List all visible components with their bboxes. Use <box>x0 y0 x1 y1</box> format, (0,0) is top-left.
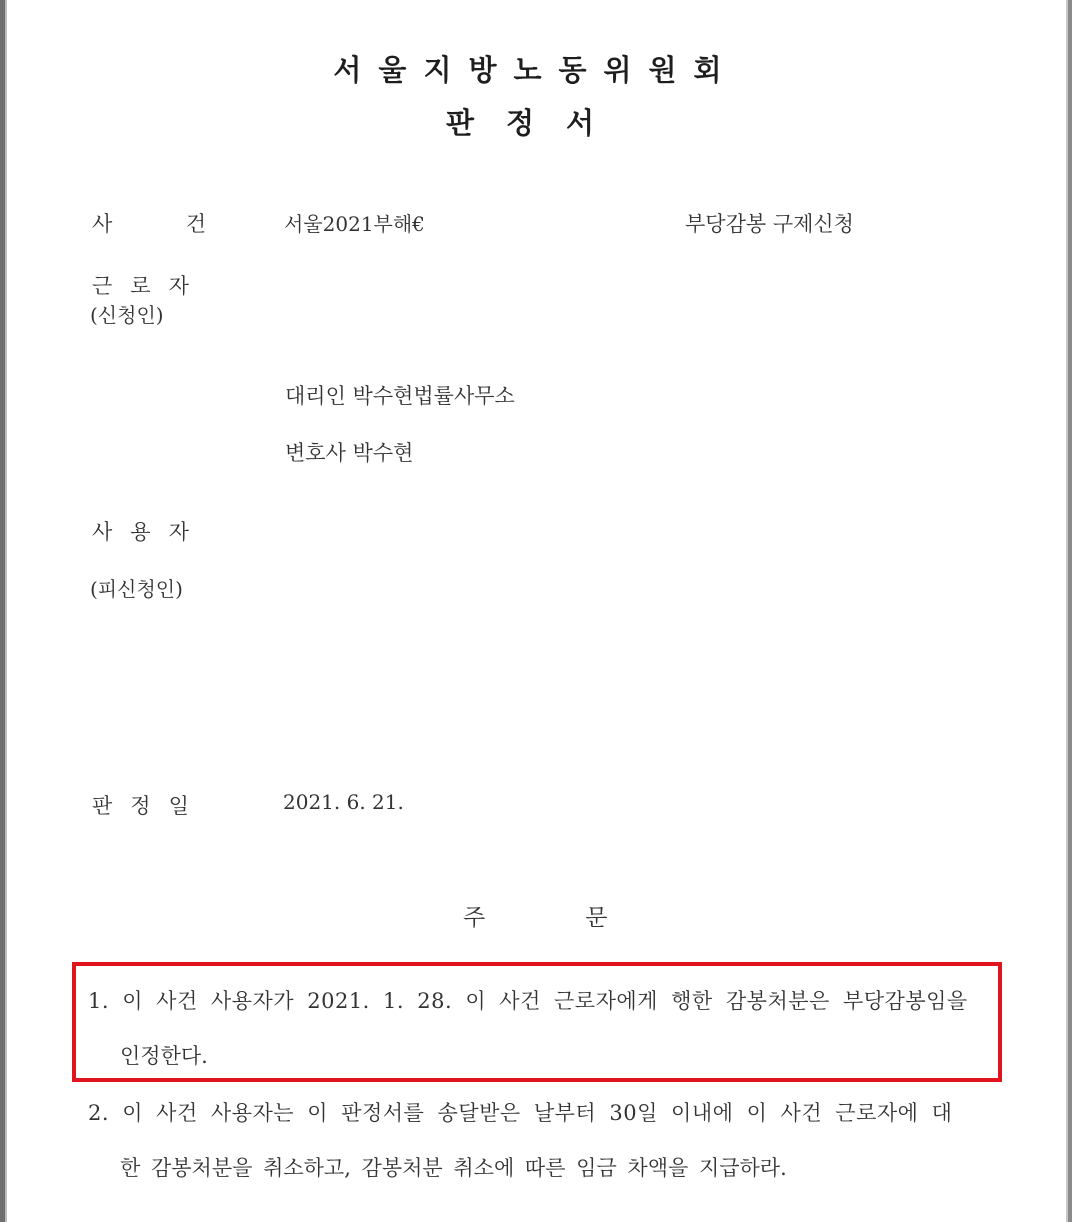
worker-sublabel: (신청인) <box>90 303 164 327</box>
case-title: 부당감봉 구제신청 <box>685 212 854 236</box>
employer-sublabel: (피신청인) <box>90 577 183 601</box>
decision-date-value: 2021. 6. 21. <box>283 790 404 814</box>
decision-date-label: 판정일 <box>92 794 207 818</box>
case-label-right: 건 <box>185 212 206 236</box>
order-item-2-line1: 2. 이 사건 사용자는 이 판정서를 송달받은 날부터 30일 이내에 이 사건 근로자에 대 <box>88 1101 953 1125</box>
case-label-left: 사 <box>92 212 113 236</box>
worker-agent-firm: 대리인 박수현법률사무소 <box>285 384 515 408</box>
highlight-box <box>72 962 1002 1082</box>
document-type-title: 판정서 <box>445 106 627 140</box>
worker-label: 근로자 <box>92 274 207 298</box>
order-item-2-line2: 한 감봉처분을 취소하고, 감봉처분 취소에 따른 임금 차액을 지급하라. <box>120 1156 787 1180</box>
order-item-1-line2: 인정한다. <box>120 1044 208 1068</box>
viewer-right-border <box>1068 0 1072 1222</box>
employer-label: 사용자 <box>92 520 207 544</box>
case-number: 서울2021부해€ <box>284 212 425 236</box>
case-label <box>92 208 206 238</box>
worker-agent-lawyer: 변호사 박수현 <box>285 441 414 465</box>
order-item-1-line1: 1. 이 사건 사용자가 2021. 1. 28. 이 사건 근로자에게 행한 감봉처분은 부당감봉임을 <box>88 989 968 1013</box>
order-heading: 주문 <box>463 905 708 931</box>
document-org-title: 서울지방노동위원회 <box>333 53 739 87</box>
